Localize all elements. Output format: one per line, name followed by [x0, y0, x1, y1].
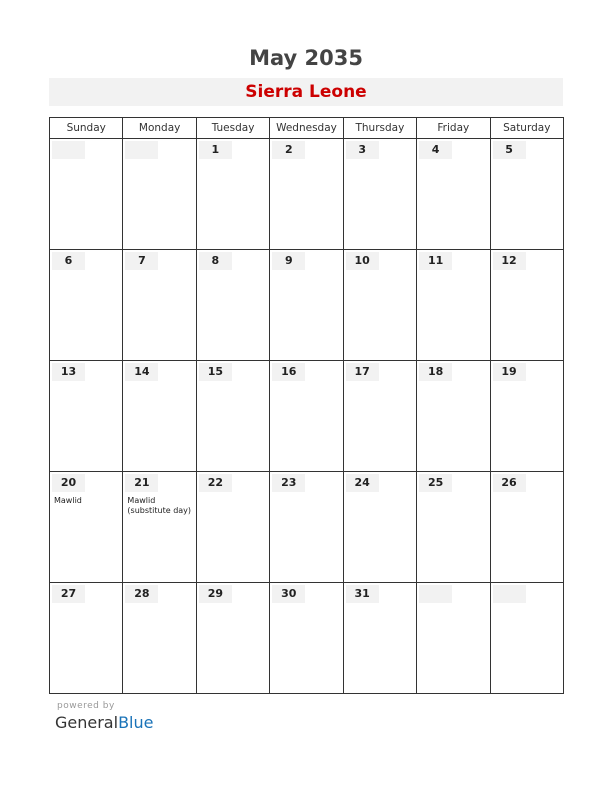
date-number: 31 [346, 585, 379, 603]
date-number: 28 [125, 585, 158, 603]
date-number: 11 [419, 252, 452, 270]
day-cell [417, 250, 490, 361]
day-cell [417, 361, 490, 472]
date-number: 17 [346, 363, 379, 381]
date-number: 13 [52, 363, 85, 381]
weekday-header: Tuesday [196, 118, 269, 139]
date-number: 30 [272, 585, 305, 603]
day-cell [123, 472, 196, 583]
calendar-grid [49, 117, 564, 694]
weekday-header: Thursday [343, 118, 416, 139]
date-number: 18 [419, 363, 452, 381]
day-cell [270, 583, 343, 694]
weekday-header: Friday [417, 118, 490, 139]
day-cell [123, 361, 196, 472]
week-row [50, 361, 564, 472]
date-number: 24 [346, 474, 379, 492]
date-number: 21 [125, 474, 158, 492]
day-cell [343, 472, 416, 583]
date-number [419, 585, 452, 603]
holiday-list [127, 496, 192, 516]
date-number [52, 141, 85, 159]
holiday-list [54, 496, 119, 506]
date-number: 26 [493, 474, 526, 492]
day-cell [270, 361, 343, 472]
date-number: 19 [493, 363, 526, 381]
date-number: 6 [52, 252, 85, 270]
date-number: 3 [346, 141, 379, 159]
day-cell [196, 361, 269, 472]
day-cell [50, 139, 123, 250]
day-cell [343, 583, 416, 694]
week-row [50, 250, 564, 361]
date-number: 5 [493, 141, 526, 159]
brand-logo [55, 713, 153, 732]
holiday-name: Mawlid [54, 496, 82, 505]
day-cell [490, 361, 563, 472]
day-cell [490, 583, 563, 694]
brand-blue-text: Blue [118, 713, 154, 732]
page-title: May 2035 [249, 46, 363, 70]
weekday-header: Saturday [490, 118, 563, 139]
country-name: Sierra Leone [245, 82, 367, 102]
day-cell [417, 472, 490, 583]
day-cell [196, 583, 269, 694]
week-row [50, 583, 564, 694]
day-cell [196, 250, 269, 361]
powered-by-label: powered by [57, 701, 115, 711]
day-cell [417, 583, 490, 694]
date-number: 4 [419, 141, 452, 159]
weekday-header: Wednesday [270, 118, 343, 139]
holiday-name: Mawlid (substitute day) [127, 496, 192, 515]
date-number [125, 141, 158, 159]
day-cell [270, 472, 343, 583]
date-number: 20 [52, 474, 85, 492]
date-number: 27 [52, 585, 85, 603]
day-cell [343, 250, 416, 361]
day-cell [417, 139, 490, 250]
calendar-body [50, 139, 564, 694]
date-number: 10 [346, 252, 379, 270]
day-cell [123, 583, 196, 694]
date-number: 12 [493, 252, 526, 270]
day-cell [343, 139, 416, 250]
day-cell [490, 250, 563, 361]
week-row [50, 472, 564, 583]
brand-general-text: General [55, 713, 119, 732]
day-cell [50, 583, 123, 694]
date-number: 2 [272, 141, 305, 159]
date-number: 29 [199, 585, 232, 603]
day-cell [196, 472, 269, 583]
date-number: 16 [272, 363, 305, 381]
day-cell [50, 472, 123, 583]
date-number: 22 [199, 474, 232, 492]
day-cell [196, 139, 269, 250]
date-number: 8 [199, 252, 232, 270]
date-number: 15 [199, 363, 232, 381]
date-number [493, 585, 526, 603]
week-row [50, 139, 564, 250]
weekday-header: Sunday [50, 118, 123, 139]
day-cell [270, 139, 343, 250]
weekday-header-row [50, 118, 564, 139]
day-cell [490, 472, 563, 583]
date-number: 9 [272, 252, 305, 270]
day-cell [270, 250, 343, 361]
date-number: 23 [272, 474, 305, 492]
date-number: 14 [125, 363, 158, 381]
date-number: 25 [419, 474, 452, 492]
day-cell [123, 139, 196, 250]
day-cell [50, 361, 123, 472]
weekday-header: Monday [123, 118, 196, 139]
day-cell [490, 139, 563, 250]
date-number: 1 [199, 141, 232, 159]
date-number: 7 [125, 252, 158, 270]
country-banner [49, 78, 563, 106]
day-cell [123, 250, 196, 361]
day-cell [50, 250, 123, 361]
day-cell [343, 361, 416, 472]
